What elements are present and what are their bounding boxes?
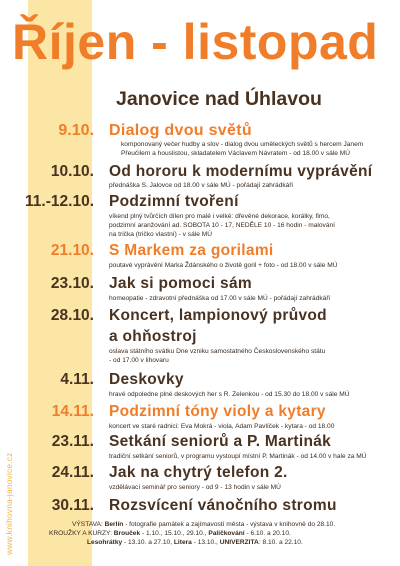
- website-url-vertical[interactable]: www.knihovna-janovice.cz: [4, 452, 14, 555]
- page-title: Říjen - listopad: [12, 14, 379, 70]
- event-description: hravé odpoledne plné deskových her s R. Zelenkou - od 15.30 do 18.00 v sále MÚ: [109, 391, 350, 398]
- event-date: 23.11.: [51, 433, 94, 450]
- event-name: S Markem za gorilami: [109, 242, 274, 259]
- event-date: 4.11.: [60, 371, 94, 388]
- event-description: komponovaný večer hudby a slov - dialog dvou uměleckých světů s hercem Janem Přeučilem a houslistou, skladatelem Václavem Návratem - od 18.00 v sále MÚ: [121, 141, 364, 157]
- event-name: Deskovky: [109, 371, 184, 388]
- event-description: poutavé vyprávění Marka Ždánského o životě goril + foto - od 18.00 v sále MÚ: [109, 262, 338, 269]
- event-date: 24.11.: [51, 464, 94, 481]
- event-description: oslava státního svátku Dne vzniku samostatného Československého státu - od 17.00 v lihovaru: [109, 348, 326, 364]
- event-date: 21.10.: [50, 242, 94, 259]
- event-description: tradiční setkání seniorů, v programu vystoupí místní P. Martinák - od 14.00 v hale za MÚ: [109, 453, 367, 460]
- event-description: koncert ve staré radnici: Eva Mokrá - viola, Adam Pavlíček - kytara - od 18.00: [109, 423, 335, 430]
- event-name: Podzimní tvoření: [109, 193, 239, 210]
- event-date: 10.10.: [50, 163, 94, 180]
- event-name: Jak si pomoci sám: [109, 275, 252, 292]
- event-date: 30.11.: [51, 497, 94, 514]
- event-date: 23.10.: [50, 275, 94, 292]
- event-name: Podzimní tóny violy a kytary: [109, 403, 326, 420]
- event-description: přednáška S. Jalovce od 18.00 v sále MÚ - pořádají zahrádkáři: [109, 182, 293, 189]
- footer-courses: KROUŽKY A KURZY: Brouček - 1.10., 15.10., 29.10., Paličkování - 6.10. a 20.10.: [49, 530, 291, 537]
- event-name: Jak na chytrý telefon 2.: [109, 464, 288, 481]
- event-name-line2: a ohňostroj: [109, 328, 197, 345]
- event-name: Koncert, lampionový průvod: [109, 307, 327, 324]
- event-name: Setkání seniorů a P. Martinák: [109, 433, 332, 450]
- event-name: Od hororu k modernímu vyprávění: [109, 163, 373, 180]
- event-date: 9.10.: [58, 122, 94, 139]
- event-date: 14.11.: [51, 403, 94, 420]
- event-description: homeopatie - zdravotní přednáška od 17.00 v sále MÚ - pořádají zahrádkáři: [109, 295, 331, 302]
- event-description: víkend plný tvůrčích dílen pro malé i velké: dřevěné dekorace, korálky, fimo, podzimní aranžování ad. SOBOTA 10 - 17, NEDĚLE 10 - 16 hodin - malování na trička (tričko vlastní) - v sále MÚ: [109, 213, 336, 238]
- event-name: Dialog dvou světů: [109, 122, 252, 139]
- page-subtitle: Janovice nad Úhlavou: [116, 88, 322, 110]
- footer-exhibition: VÝSTAVA: Berlín - fotografie památek a zajímavostí města - výstava v knihovně do 28.10.: [72, 521, 336, 528]
- event-date: 28.10.: [50, 307, 94, 324]
- footer-courses-2: Lesohrátky - 13.10. a 27.10, Litera - 13.10., UNIVERZITA: 8.10. a 22.10.: [87, 539, 303, 546]
- event-description: vzdělávací seminář pro seniory - od 9 - 13 hodin v sále MÚ: [109, 484, 281, 491]
- event-date: 11.-12.10.: [25, 193, 94, 210]
- event-name: Rozsvícení vánočního stromu: [109, 497, 337, 514]
